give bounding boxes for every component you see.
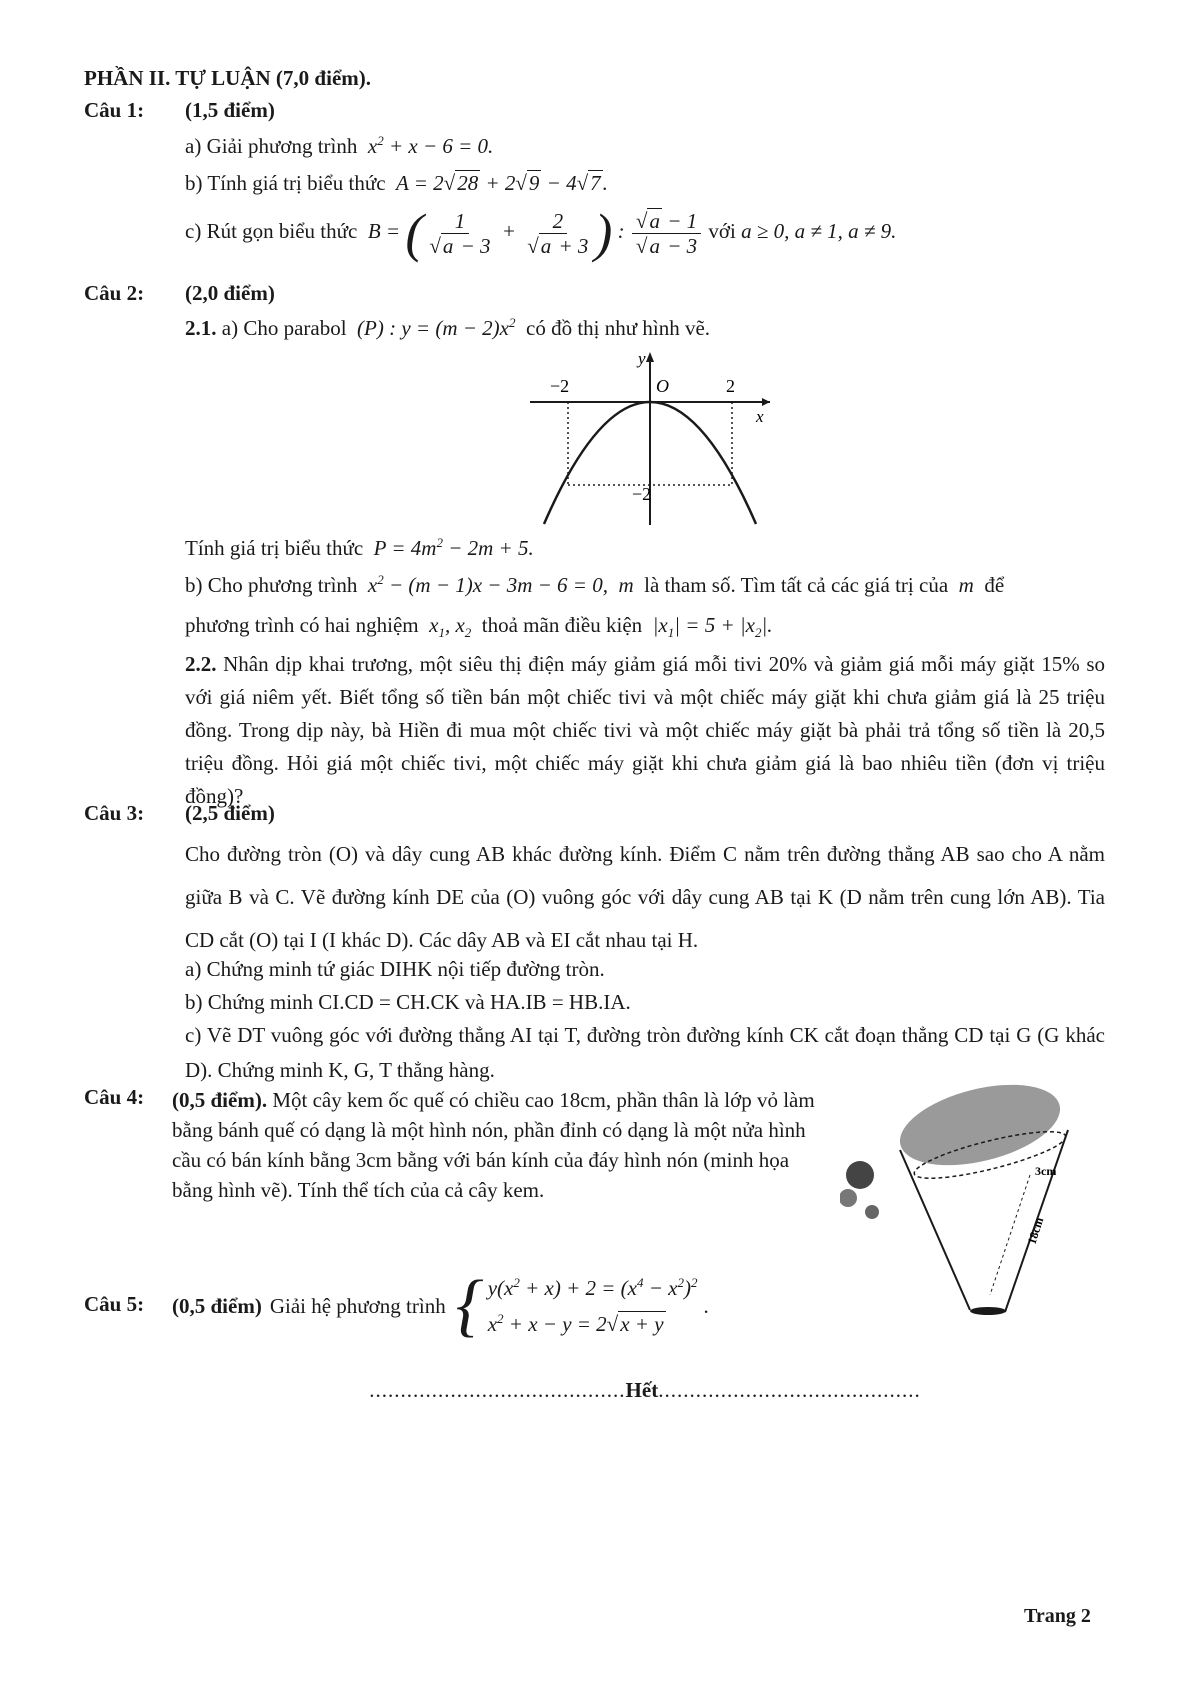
q2-1a-tail: có đồ thị như hình vẽ. — [526, 316, 711, 340]
q2-1b-m: m — [953, 573, 980, 597]
q4-text: Một cây kem ốc quế có chiều cao 18cm, phần thân là lớp vỏ làm bằng bánh quế có dạng là một hình nón, phần đỉnh có dạng là một nửa hình cầu có bán kính bằng 3cm bằng với bán kính của đáy hình nón (minh họa bằng hình vẽ). Tính thể tích của cả cây kem. — [172, 1088, 815, 1202]
q4-label: Câu 4: — [84, 1085, 145, 1109]
q5-equation-2: $x^2 + x - y = 2√x + y$ — [487, 1311, 664, 1336]
q3-intro: Cho đường tròn (O) và dây cung AB khác đường kính. Điểm C nằm trên đường thẳng AB sao cho A nằm giữa B và C. Vẽ đường kính DE của (O) vuông góc với dây cung AB tại K (D nằm trên cung lớn AB). Tia CD cắt (O) tại I (I khác D). Các dây AB và EI cắt nhau tại H. — [185, 842, 1105, 952]
q3-part-c: c) Vẽ DT vuông góc với đường thẳng AI tại T, đường tròn đường kính CK cắt đoạn thẳng CD tại G (G khác D). Chứng minh K, G, T thẳng hàng. — [185, 1023, 1105, 1082]
q1-c-condition: a ≥ 0, a ≠ 1, a ≠ 9. — [741, 218, 897, 243]
q3-part-b: b) Chứng minh CI.CD = CH.CK và HA.IB = HB.IA. — [185, 990, 631, 1014]
q2-1b-mid: là tham số. Tìm tất cả các giá trị của — [644, 573, 949, 597]
q5-points: (0,5 điểm) — [172, 1293, 262, 1318]
q2-1a-parabola: (P) : $y = (m - 2)x^2$ — [351, 315, 516, 340]
graph-label-x-pos: 2 — [726, 376, 735, 396]
graph-label-x-neg: −2 — [550, 376, 570, 396]
q2-2-text: Nhân dịp khai trương, một siêu thị điện máy giảm giá mỗi tivi 20% và giảm giá mỗi máy giặt 15% so với giá niêm yết. Biết tổng số tiền bán một chiếc tivi và một chiếc máy giặt khi chưa giảm giá là 25 triệu đồng. Trong dịp này, bà Hiền đi mua một chiếc tivi và một chiếc máy giặt bà phải trả tổng số tiền là 20,5 triệu đồng. Hỏi giá một chiếc tivi, một chiếc máy giặt khi chưa giảm giá là bao nhiêu tiền (đơn vị triệu đồng)? — [185, 652, 1105, 808]
q2-1b-line2a: phương trình có hai nghiệm — [185, 613, 419, 637]
cone-height-line — [990, 1175, 1030, 1295]
q5-line: (0,5 điểm) Giải hệ phương trình { $y(x^2 + x) + 2 = (x^4 - x^2)^2$ $x^2 + x - y = 2√x + y$ . — [172, 1267, 709, 1344]
q2-1-number: 2.1. — [185, 316, 217, 340]
q1-points: (1,5 điểm) — [185, 98, 275, 122]
q1-a-equation: $x^2 + x - 6 = 0$. — [362, 133, 494, 158]
q2-1-P-expression: $P = 4m^2 - 2m + 5$. — [368, 535, 534, 560]
graph-y-arrow — [646, 352, 654, 362]
ice-cream-sketch-3 — [865, 1205, 879, 1219]
q2-1-P-text: Tính giá trị biểu thức — [185, 536, 364, 560]
ice-cream-cone-figure — [840, 1080, 1100, 1320]
q1-part-a — [185, 133, 493, 159]
graph-label-x: x — [756, 407, 764, 426]
q5-text: Giải hệ phương trình — [269, 1293, 446, 1318]
q1-b-text: b) Tính giá trị biểu thức — [185, 171, 386, 195]
q1-c-cond-text: với — [708, 218, 736, 243]
q2-1b-text: b) Cho phương trình — [185, 573, 358, 597]
q1-part-b — [185, 171, 608, 196]
q3-part-a: a) Chứng minh tứ giác DIHK nội tiếp đường tròn. — [185, 957, 605, 981]
q2-1b-roots: $x_1$, $x_2$ — [423, 613, 472, 641]
q2-2-paragraph — [185, 648, 1105, 813]
end-line: .........................................Hết.......................................... — [369, 1378, 921, 1402]
q5-system: { $y(x^2 + x) + 2 = (x^4 - x^2)^2$ $x^2 + x - y = 2√x + y$ — [455, 1267, 698, 1344]
q1-a-text: a) Giải phương trình — [185, 134, 358, 158]
q2-1b-end: để — [984, 573, 1005, 597]
q1-b-expression: A = 2√28 + 2√9 − 4√7. — [390, 171, 608, 195]
ice-cream-sketch-2 — [840, 1189, 857, 1207]
q2-1-P — [185, 535, 534, 561]
q3-label: Câu 3: — [84, 801, 145, 825]
graph-label-origin: O — [656, 376, 669, 396]
q2-1b-line2b: thoả mãn điều kiện — [481, 613, 643, 637]
q2-1b-condition: $|x_1| = 5 + |x_2|$. — [647, 613, 773, 641]
q1-part-c — [185, 203, 897, 263]
cone-height-label: 18cm — [1024, 1215, 1047, 1246]
q3-points: (2,5 điểm) — [185, 801, 275, 825]
graph-label-y-neg: −2 — [632, 484, 652, 504]
q2-label: Câu 2: — [84, 281, 145, 305]
q5-equation-1: $y(x^2 + x) + 2 = (x^4 - x^2)^2$ — [487, 1275, 698, 1300]
q2-1a-text: a) Cho parabol — [221, 316, 347, 340]
q2-1a — [185, 315, 710, 341]
q4-points: (0,5 điểm). — [172, 1088, 268, 1112]
page-heading: PHẦN II. TỰ LUẬN (7,0 điểm). — [84, 66, 371, 90]
q1-c-text: c) Rút gọn biểu thức — [185, 218, 358, 243]
cone-radius-label: 3cm — [1035, 1164, 1057, 1178]
ice-cream-sketch-1 — [846, 1161, 874, 1189]
cone-tip — [970, 1307, 1006, 1315]
q1-label: Câu 1: — [84, 98, 145, 122]
graph-x-arrow — [762, 398, 770, 406]
cone-left-edge — [900, 1150, 970, 1310]
q2-2-number: 2.2. — [185, 652, 217, 676]
q4-paragraph — [172, 1085, 832, 1205]
parabola-graph — [530, 350, 780, 525]
q1-c-expression: B = ( $\frac{1}{√a - 3}$ + $\frac{2}{√a + 3}$ ) : $\frac{√a - 1}{√a - 3}$ — [363, 219, 709, 243]
q2-1b-equation: $x^2 - (m - 1)x - 3m - 6 = 0$, m — [362, 572, 639, 597]
page-number: Trang 2 — [1024, 1605, 1091, 1627]
graph-label-y: y — [638, 350, 646, 368]
q2-points: (2,0 điểm) — [185, 281, 275, 305]
q2-1b-line2 — [185, 613, 773, 641]
q5-label: Câu 5: — [84, 1292, 145, 1316]
q2-1b-line1 — [185, 572, 1004, 598]
end-marker: Hết — [625, 1378, 659, 1402]
